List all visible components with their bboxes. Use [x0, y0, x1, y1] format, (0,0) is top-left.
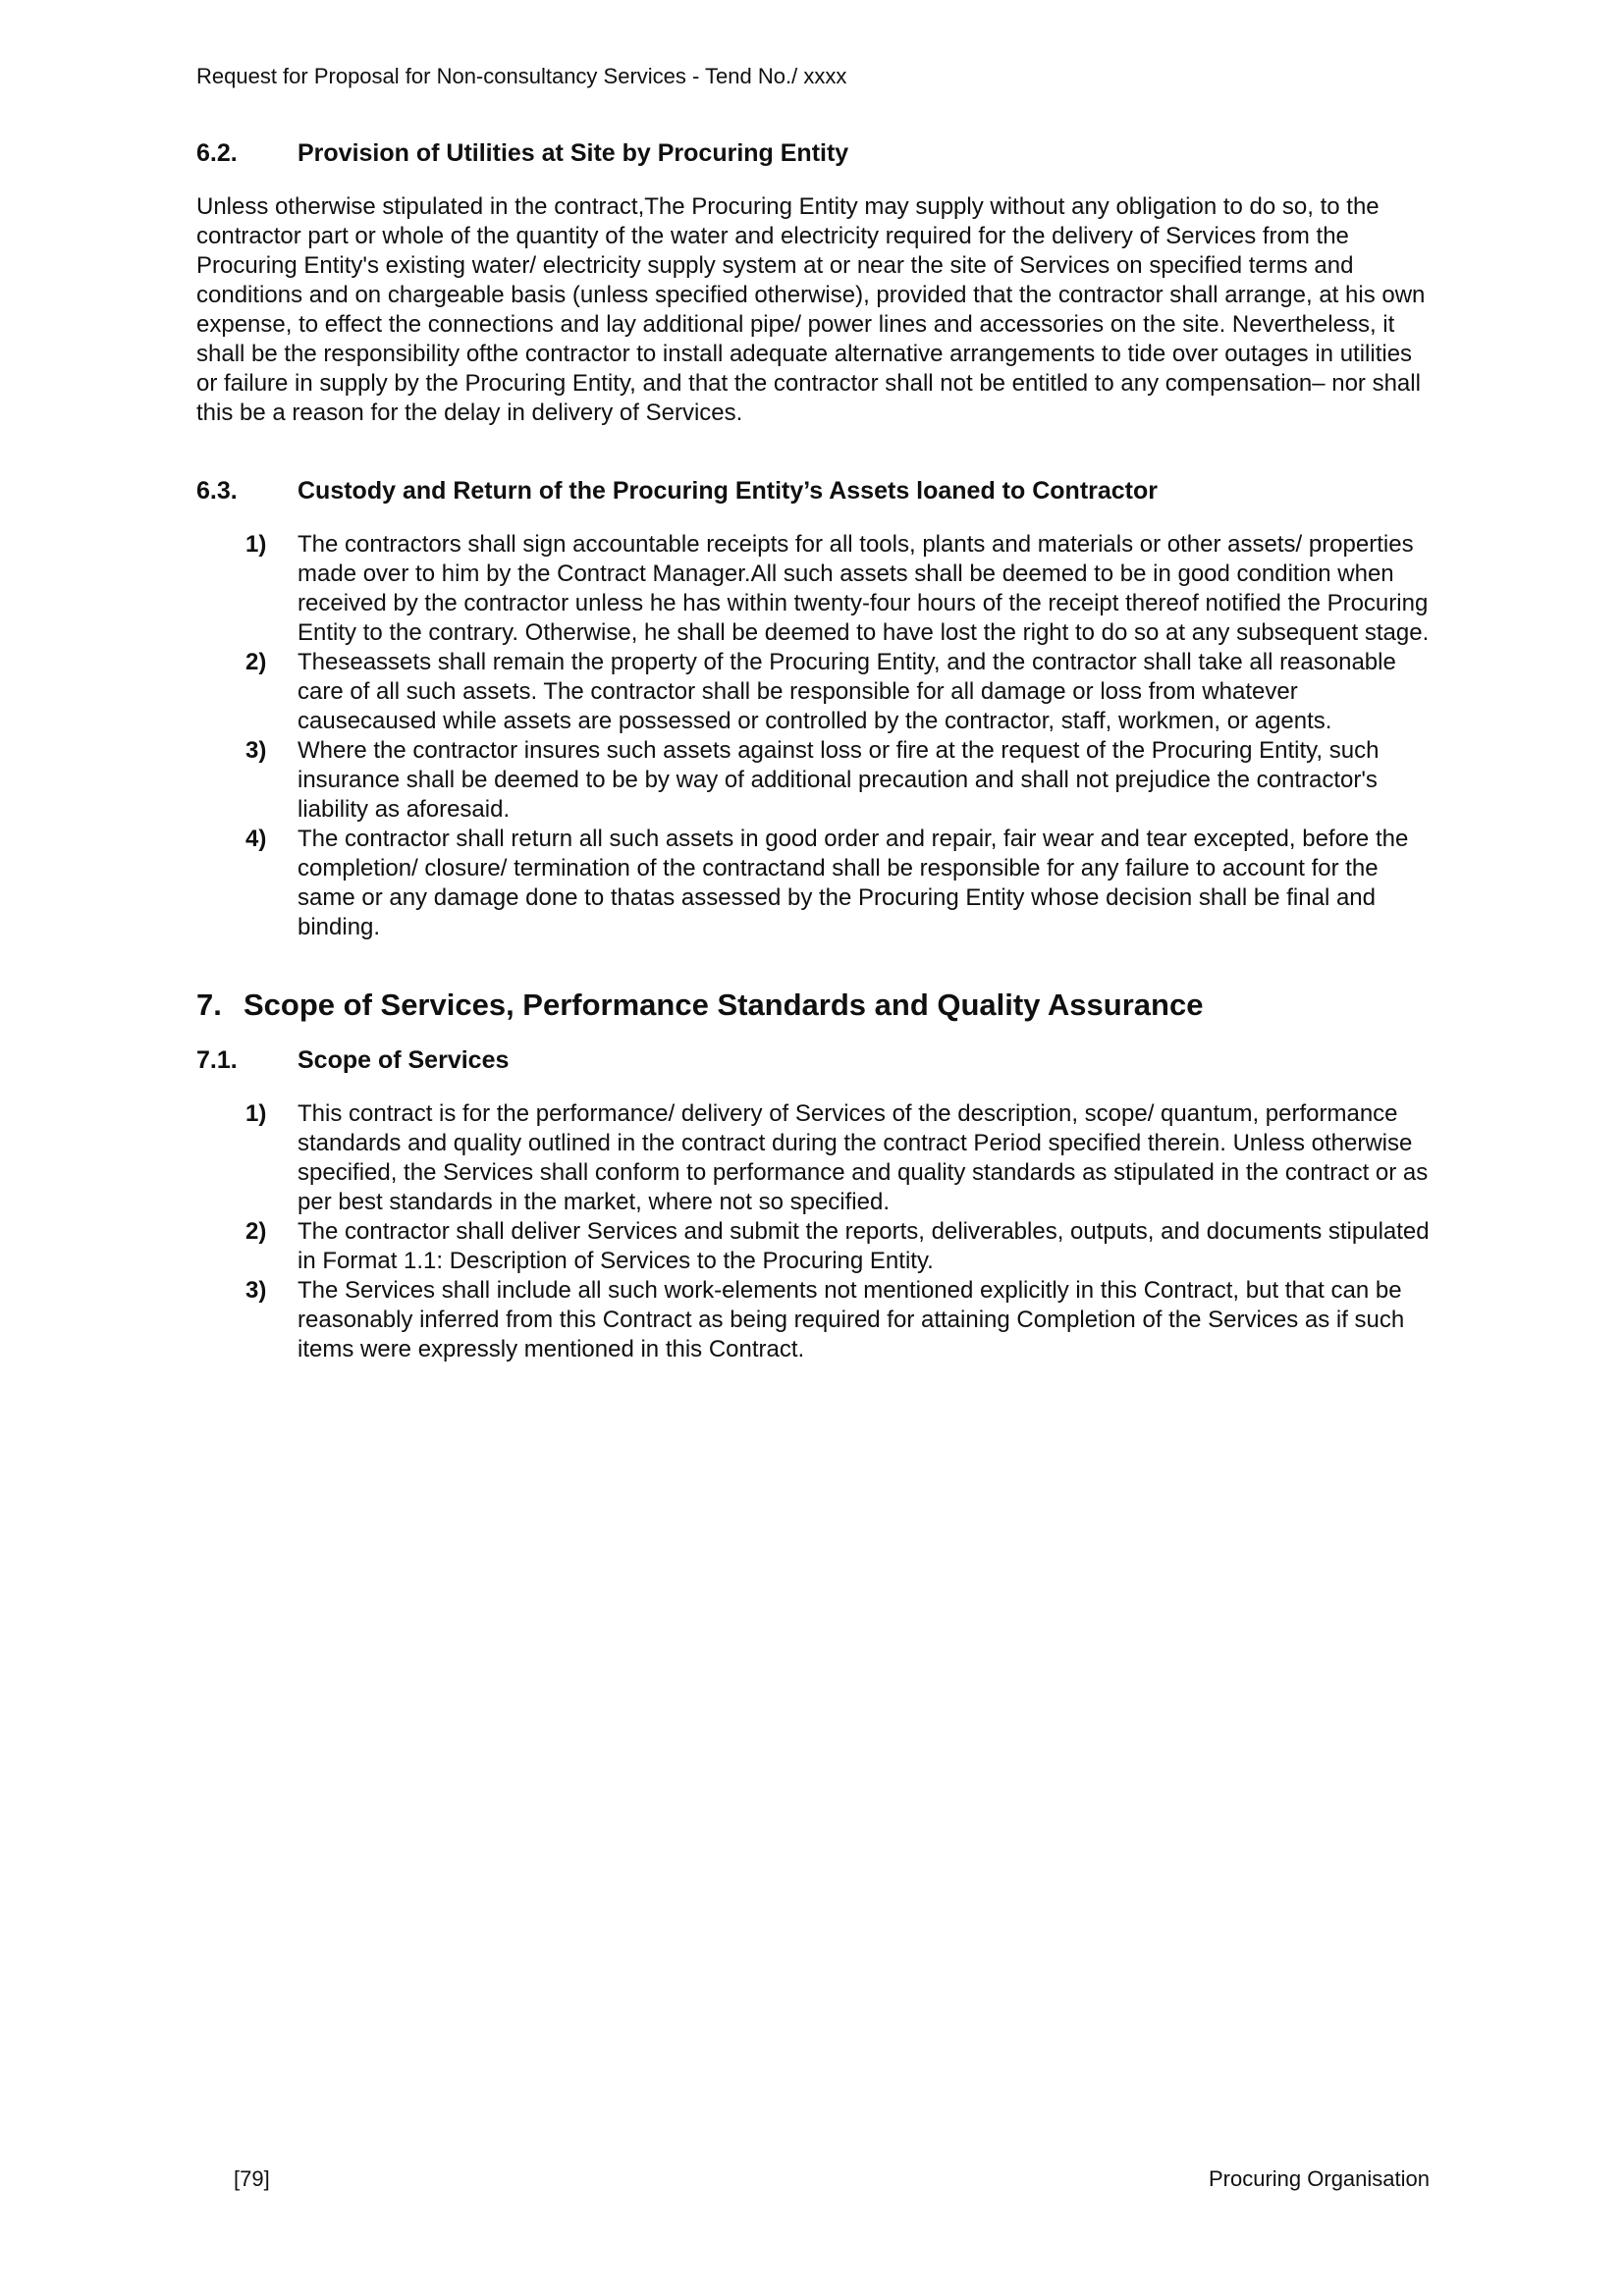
list-item-text: Theseassets shall remain the property of the Procuring Entity, and the contractor shall take all reasonable care of all such assets. The contractor shall be responsible for all damage or loss from whatever causecaused while assets are possessed or controlled by the contractor, staff, workmen, or agents.	[298, 649, 1396, 734]
section-6-3-number: 6.3.	[196, 477, 238, 505]
section-7-1-heading	[196, 1044, 1430, 1076]
list-item-marker: 1)	[245, 1100, 267, 1127]
list-item-text: The contractor shall return all such assets in good order and repair, fair wear and tear excepted, before the completion/ closure/ termination of the contractand shall be responsible for any failure to account for the same or any damage done to thatas assessed by the Procuring Entity whose decision shall be final and binding.	[298, 826, 1409, 940]
footer-organisation: Procuring Organisation	[1208, 2166, 1430, 2191]
section-6-2-title: Provision of Utilities at Site by Procuring Entity	[298, 139, 849, 167]
section-7-heading	[196, 986, 1430, 1025]
list-item-text: This contract is for the performance/ delivery of Services of the description, scope/ quantum, performance standards and quality outlined in the contract during the contract Period specified therein. Unless otherwise specified, the Services shall conform to performance and quality standards as stipulated in the contract or as per best standards in the market, where not so specified.	[298, 1100, 1429, 1215]
list-item	[196, 648, 1430, 736]
list-item-marker: 3)	[245, 1277, 267, 1304]
list-item	[196, 736, 1430, 825]
document-header	[196, 63, 1430, 90]
list-item	[196, 1099, 1430, 1217]
list-item-marker: 4)	[245, 826, 267, 852]
section-6-3-heading	[196, 475, 1430, 507]
section-7-1-number: 7.1.	[196, 1046, 238, 1074]
list-item-text: Where the contractor insures such assets against loss or fire at the request of the Procuring Entity, such insurance shall be deemed to be by way of additional precaution and shall not prejudice the contractor's liability as aforesaid.	[298, 737, 1380, 823]
section-6-2-paragraph: Unless otherwise stipulated in the contract,The Procuring Entity may supply without any obligation to do so, to the contractor part or whole of the quantity of the water and electricity required for the delivery of Services from the Procuring Entity's existing water/ electricity supply system at or near the site of Services on specified terms and conditions and on chargeable basis (unless specified otherwise), provided that the contractor shall arrange, at his own expense, to effect the connections and lay additional pipe/ power lines and accessories on the site. Nevertheless, it shall be the responsibility ofthe contractor to install adequate alternative arrangements to tide over outages in utilities or failure in supply by the Procuring Entity, and that the contractor shall not be entitled to any compensation– nor shall this be a reason for the delay in delivery of Services.	[196, 193, 1426, 426]
document-footer	[196, 2165, 1430, 2193]
section-6-2-number: 6.2.	[196, 139, 238, 167]
header-text: Request for Proposal for Non-consultancy Services - Tend No./ xxxx	[196, 64, 847, 88]
list-item	[196, 1217, 1430, 1276]
list-item-text: The Services shall include all such work-elements not mentioned explicitly in this Contract, but that can be reasonably inferred from this Contract as being required for attaining Completion of the Services as if such items were expressly mentioned in this Contract.	[298, 1277, 1405, 1362]
list-item	[196, 1276, 1430, 1364]
section-7-number: 7.	[196, 988, 222, 1022]
list-item-marker: 1)	[245, 531, 267, 558]
list-item-text: The contractors shall sign accountable receipts for all tools, plants and materials or other assets/ properties made over to him by the Contract Manager.All such assets shall be deemed to be in good condition when received by the contractor unless he has within twenty-four hours of the receipt thereof notified the Procuring Entity to the contrary. Otherwise, he shall be deemed to have lost the right to do so at any subsequent stage.	[298, 531, 1430, 646]
list-item-marker: 2)	[245, 649, 267, 675]
list-item-marker: 3)	[245, 737, 267, 764]
section-7-1-title: Scope of Services	[298, 1046, 510, 1074]
list-item	[196, 530, 1430, 648]
document-body	[196, 137, 1430, 1364]
list-item-marker: 2)	[245, 1218, 267, 1245]
section-6-2-heading	[196, 137, 1430, 169]
list-item	[196, 825, 1430, 942]
section-7-1-list	[196, 1099, 1430, 1364]
page-number: [79]	[234, 2166, 270, 2191]
section-7-title: Scope of Services, Performance Standards and Quality Assurance	[244, 988, 1204, 1022]
section-6-3-list	[196, 530, 1430, 942]
list-item-text: The contractor shall deliver Services and submit the reports, deliverables, outputs, and documents stipulated in Format 1.1: Description of Services to the Procuring Entity.	[298, 1218, 1430, 1274]
section-6-3-title: Custody and Return of the Procuring Entity’s Assets loaned to Contractor	[298, 477, 1159, 505]
